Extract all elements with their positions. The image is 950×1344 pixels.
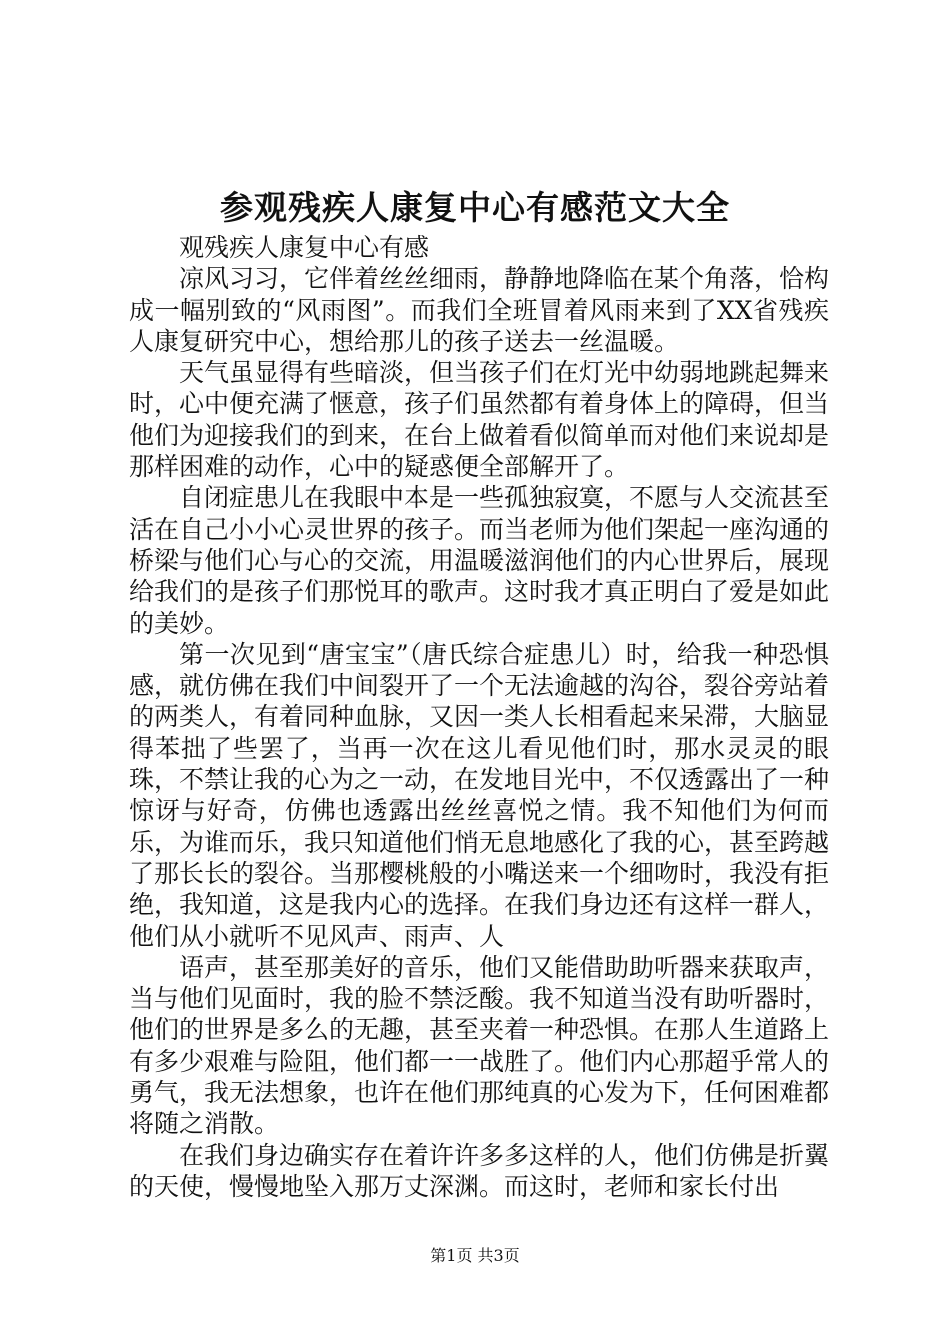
- page-number-footer: 第1页 共3页: [430, 1246, 520, 1265]
- paragraph: 在我们身边确实存在着许许多多这样的人，他们仿佛是折翼的天使，慢慢地坠入那万丈深渊。而这时，老师和家长付出: [129, 1140, 830, 1201]
- document-body: [129, 232, 829, 1202]
- document-title: 参观残疾人康复中心有感范文大全: [220, 188, 730, 227]
- paragraph: 第一次见到“唐宝宝”（唐氏综合症患儿）时，给我一种恐惧感，就仿佛在我们中间裂开了一个无法逾越的沟谷，裂谷旁站着的两类人，有着同种血脉，又因一类人长相看起来呆滞，大脑显得苯拙了些罢了，当再一次在这儿看见他们时，那水灵灵的眼珠，不禁让我的心为之一动，在发地目光中，不仅透露出了一种惊讶与好奇，仿佛也透露出丝丝喜悦之情。我不知他们为何而乐，为谁而乐，我只知道他们悄无息地感化了我的心，甚至跨越了那长长的裂谷。当那樱桃般的小嘴送来一个细吻时，我没有拒绝，我知道，这是我内心的选择。在我们身边还有这样一群人，他们从小就听不见风声、雨声、人: [129, 639, 830, 951]
- paragraph: 自闭症患儿在我眼中本是一些孤独寂寞，不愿与人交流甚至活在自己小小心灵世界的孩子。而当老师为他们架起一座沟通的桥梁与他们心与心的交流，用温暖滋润他们的内心世界后，展现给我们的是孩子们那悦耳的歌声。这时我才真正明白了爱是如此的美妙。: [129, 483, 830, 638]
- paragraph: 语声，甚至那美好的音乐，他们又能借助助听器来获取声，当与他们见面时，我的脸不禁泛酸。我不知道当没有助听器时，他们的世界是多么的无趣，甚至夹着一种恐惧。在那人生道路上有多少艰难与险阻，他们都一一战胜了。他们内心那超乎常人的勇气，我无法想象，也许在他们那纯真的心发为下，任何困难都将随之消散。: [129, 952, 830, 1139]
- subtitle-paragraph: 观残疾人康复中心有感: [179, 233, 430, 262]
- paragraph: 凉风习习，它伴着丝丝细雨，静静地降临在某个角落，恰构成一幅别致的“风雨图”。而我们全班冒着风雨来到了XX省残疾人康复研究中心，想给那儿的孩子送去一丝温暖。: [129, 264, 830, 356]
- paragraph: 天气虽显得有些暗淡，但当孩子们在灯光中幼弱地跳起舞来时，心中便充满了惬意，孩子们虽然都有着身体上的障碍，但当他们为迎接我们的到来，在台上做着看似简单而对他们来说却是那样困难的动作，心中的疑惑便全部解开了。: [129, 358, 830, 482]
